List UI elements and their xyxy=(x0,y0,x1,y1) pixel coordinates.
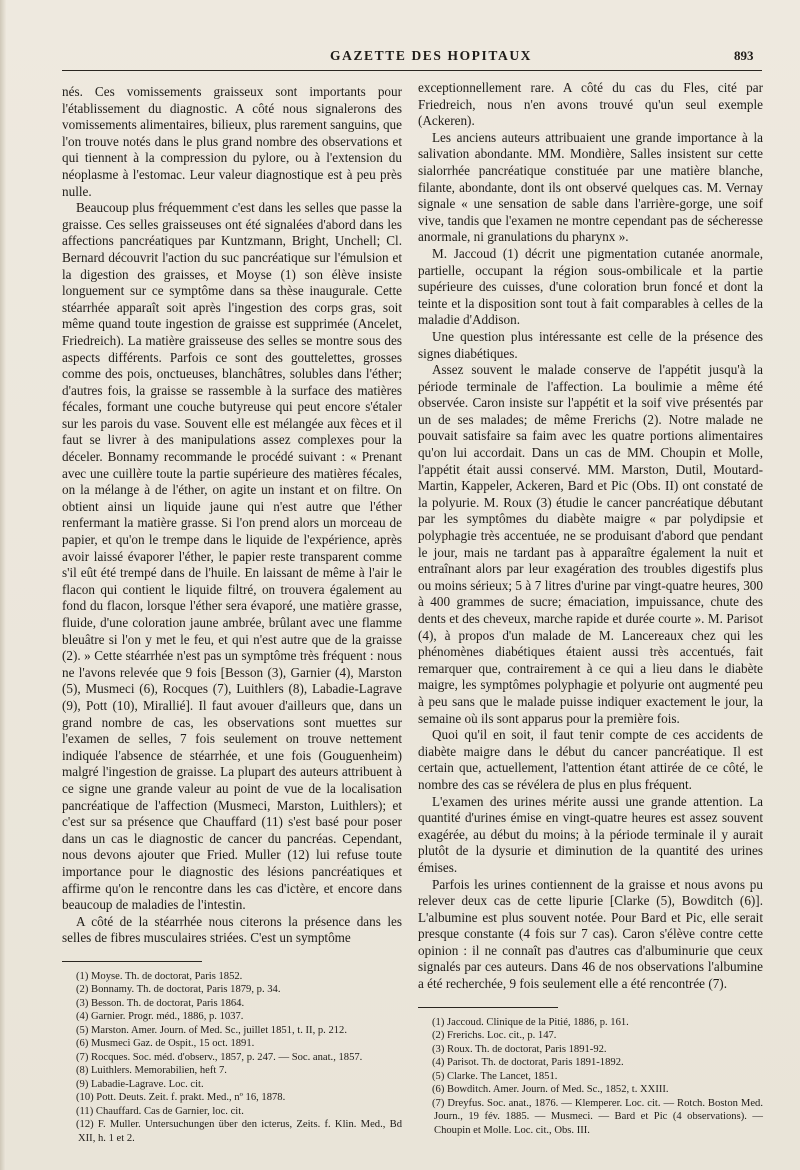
footnote: (3) Besson. Th. de doctorat, Paris 1864. xyxy=(76,997,245,1009)
footnote: (7) Rocques. Soc. méd. d'observ., 1857, p. 247. — Soc. anat., 1857. xyxy=(76,1051,363,1063)
footnote: (2) Frerichs. Loc. cit., p. 147. xyxy=(432,1030,557,1042)
paragraph: exceptionnellement rare. A côté du cas du Fles, cité par Friedreich, nous n'en avons trouvé qu'un seul exemple (Ackeren). xyxy=(418,80,763,129)
running-header-title: GAZETTE DES HOPITAUX xyxy=(330,48,533,63)
footnote: (1) Jaccoud. Clinique de la Pitié, 1886, p. 161. xyxy=(432,1016,629,1028)
footnote: (4) Parisot. Th. de doctorat, Paris 1891-1892. xyxy=(432,1057,624,1069)
footnote: (11) Chauffard. Cas de Garnier, loc. cit. xyxy=(76,1105,244,1117)
paragraph: Parfois les urines contiennent de la graisse et nous avons pu relever deux cas de cette lipurie [Clarke (5), Bowditch (6)]. L'albumine est plus souvent notée. Pour Bard et Pic, elle serait presque constante (4 fois sur 7 cas). Caron s'élève contre cette opinion : il ne connaît pas d'autres cas d'albuminurie que ceux signalés par ces auteurs. Dans 46 de nos observations l'albumine a été recherchée, 9 fois seulement elle a été rencontrée (7). xyxy=(418,876,763,992)
footnote: (6) Musmeci Gaz. de Ospit., 15 oct. 1891. xyxy=(76,1038,255,1050)
footnote: (5) Marston. Amer. Journ. of Med. Sc., juillet 1851, t. II, p. 212. xyxy=(76,1024,347,1036)
footnote-rule xyxy=(418,1007,558,1008)
right-column xyxy=(418,80,763,1137)
paragraph: Quoi qu'il en soit, il faut tenir compte de ces accidents de diabète maigre dans le début du cancer pancréatique. Il est certain que, actuellement, l'attention étant attirée de ce côté, le nombre des cas se révélera de plus en plus fréquent. xyxy=(418,727,763,792)
footnote-rule xyxy=(62,961,202,962)
footnote: (7) Dreyfus. Soc. anat., 1876. — Klemperer. Loc. cit. — Rotch. Boston Med. Journ., 19 fév. 1885. — Musmeci. — Bard et Pic (4 observations). — Choupin et Molle. Loc. cit., Obs. III. xyxy=(432,1097,763,1136)
footnote: (9) Labadie-Lagrave. Loc. cit. xyxy=(76,1078,204,1090)
paragraph: M. Jaccoud (1) décrit une pigmentation cutanée anormale, partielle, occupant la région sous-ombilicale et la partie supérieure des cuisses, d'une coloration brun foncé et dont la teinte et la disposition sont tout à fait comparables à celles de la maladie d'Addison. xyxy=(418,245,763,328)
paragraph: Une question plus intéressante est celle de la présence des signes diabétiques. xyxy=(418,328,763,361)
paragraph: Beaucoup plus fréquemment c'est dans les selles que passe la graisse. Ces selles graisseuses ont été signalées d'abord dans les affections pancréatiques par Kuntzmann, Bright, Unchell; Cl. Bernard découvrit l'action du suc pancréatique sur l'émulsion et la digestion des graisses, et Moyse (1) son élève insiste longuement sur ce symptôme dans sa thèse inaugurale. Cette stéarrhée apparaît soit après l'ingestion des corps gras, soit même quand toute ingestion de graisse est supprimée (Ancelet, Friedreich). La matière graisseuse des selles se montre sous des aspects différents. Parfois ce sont des gouttelettes, grosses comme des pois, onctueuses, blanchâtres, solubles dans l'éther; d'autres fois, la graisse se rassemble à la surface des matières fécales, formant une couche butyreuse qui peut encore s'étaler sur les parois du vase. Souvent elle est mélangée aux fèces et il faut se livrer à des manipulations assez complexes pour la déceler. Bonnamy recommande le procédé suivant : « Prenant avec une cuillère toute la partie supérieure des matières fécales, on la mélange à de l'éther, on agite un instant et on filtre. On obtient ainsi un liquide jaune qui n'est autre que l'éther renfermant la matière grasse. Si l'on prend alors un morceau de papier, et qu'on le trempe dans le liquide de l'expérience, après avoir laissé évaporer l'éther, le papier reste transparent comme s'il eût été trempé dans de l'huile. En laissant de même à l'air le flacon qui contient le liquide filtré, on trouvera également au fond du flacon, lorsque l'éther sera évaporé, une matière grasse, fluide, d'une coloration jaune ambrée, brûlant avec une flamme bleuâtre si l'on y met le feu, et qui n'est autre que de la graisse (2). » Cette stéarrhée n'est pas un symptôme très fréquent : nous ne l'avons relevée que 9 fois [Besson (3), Garnier (4), Marston (5), Musmeci (6), Rocques (7), Luithlers (8), Labadie-Lagrave (9), Pott (10), Mirallié]. Il faut avouer d'ailleurs que, dans un grand nombre de cas, les observations sont muettes sur l'examen de selles, 7 fois seulement on trouve nettement indiquée l'absence de stéarrhée, et une fois (Gouguenheim) malgré l'ingestion de graisse. La plupart des auteurs attribuent à ce signe une grande valeur au point de vue de la localisation pancréatique de l'affection (Musmeci, Marston, Luithlers); et c'est sur sa présence que Chauffard (11) s'est basé pour poser dans un cas le diagnostic de cancer du pancréas. Cependant, nous devons ajouter que Fried. Muller (12) lui refuse toute importance pour le diagnostic des lésions pancréatiques et affirme qu'on le rencontre dans les cas d'ictère, et encore dans beaucoup de maladies de l'intestin. xyxy=(62,200,402,913)
paragraph: A côté de la stéarrhée nous citerons la présence dans les selles de fibres musculaires striées. C'est un symptôme xyxy=(62,913,402,946)
footnote: (8) Luithlers. Memorabilien, heft 7. xyxy=(76,1065,227,1077)
left-column xyxy=(62,84,402,1145)
page-number: 893 xyxy=(734,48,754,63)
footnote: (12) F. Muller. Untersuchungen über den icterus, Zeits. f. Klin. Med., Bd XII, h. 1 et 2. xyxy=(76,1119,402,1144)
header-rule xyxy=(62,70,762,71)
paragraph: L'examen des urines mérite aussi une grande attention. La quantité d'urines émise en vingt-quatre heures est assez souvent exagérée, au début du moins; à la période terminale il y aurait plutôt de la dysurie et diminution de la quantité des urines émises. xyxy=(418,793,763,875)
footnote: (4) Garnier. Progr. méd., 1886, p. 1037. xyxy=(76,1011,244,1023)
footnote: (2) Bonnamy. Th. de doctorat, Paris 1879, p. 34. xyxy=(76,984,281,996)
page-spine-shadow xyxy=(0,0,6,1170)
paragraph: Assez souvent le malade conserve de l'appétit jusqu'à la période terminale de l'affection. La boulimie a même été observée. Caron insiste sur l'appétit et la soif vive présentés par un de ses malades; de même Frerichs (2). Notre malade ne pouvait satisfaire sa faim avec les quatre portions alimentaires qu'on lui accordait. Dans un cas de MM. Choupin et Molle, l'appétit était aussi conservé. MM. Marston, Dutil, Moutard-Martin, Kappeler, Ackeren, Bard et Pic (Obs. II) ont constaté de la polyurie. M. Roux (3) étudie le cancer pancréatique débutant par les symptômes du diabète maigre « par polydipsie et polyphagie très accentuée, ne se produisant d'abord que pendant le jour, mais ne tardant pas à apparaître également la nuit et entraînant alors par leur exagération des troubles digestifs plus ou moins sérieux; 5 à 7 litres d'urine par vingt-quatre heures, 300 à 400 grammes de sucre; émaciation, impuissance, chute des dents et des cheveux, marche rapide et durée courte ». M. Parisot (4), à propos d'un malade de M. Lancereaux chez qui les phénomènes diabétiques étaient aussi très accentués, fait remarquer que, contrairement à ce qui a lieu dans le diabète maigre, les symptômes polyphagie et polyurie ont augmenté peu à peu sans que le malade puisse indiquer exactement le jour, la semaine où ils sont apparus pour la première fois. xyxy=(418,362,763,726)
footnote: (10) Pott. Deuts. Zeit. f. prakt. Med., nº 16, 1878. xyxy=(76,1092,286,1104)
footnote: (1) Moyse. Th. de doctorat, Paris 1852. xyxy=(76,970,243,982)
paragraph: nés. Ces vomissements graisseux sont importants pour l'établissement du diagnostic. A côté nous signalerons des vomissements alimentaires, bilieux, plus rarement sanguins, que l'on trouve notés dans le plus grand nombre des observations et qui tiennent à la compression du pylore, ou à l'extension du néoplasme à l'estomac. Leur valeur diagnostique est à peu près nulle. xyxy=(62,84,402,199)
footnotes-right xyxy=(418,1016,763,1138)
paragraph: Les anciens auteurs attribuaient une grande importance à la salivation abondante. MM. Mondière, Salles insistent sur cette sialorrhée pancréatique constituée par une matière blanche, filante, abondante, dont ils ont observé quelques cas. M. Vernay signale « une sensation de sable dans l'arrière-gorge, une soif vive, tandis que l'examen ne montre cependant pas de sécheresse anormale, ni granulations du pharynx ». xyxy=(418,129,763,245)
footnote: (3) Roux. Th. de doctorat, Paris 1891-92. xyxy=(432,1043,607,1055)
footnote: (5) Clarke. The Lancet, 1851. xyxy=(432,1070,558,1082)
footnotes-left xyxy=(62,970,402,1146)
footnote: (6) Bowditch. Amer. Journ. of Med. Sc., 1852, t. XXIII. xyxy=(432,1084,669,1096)
